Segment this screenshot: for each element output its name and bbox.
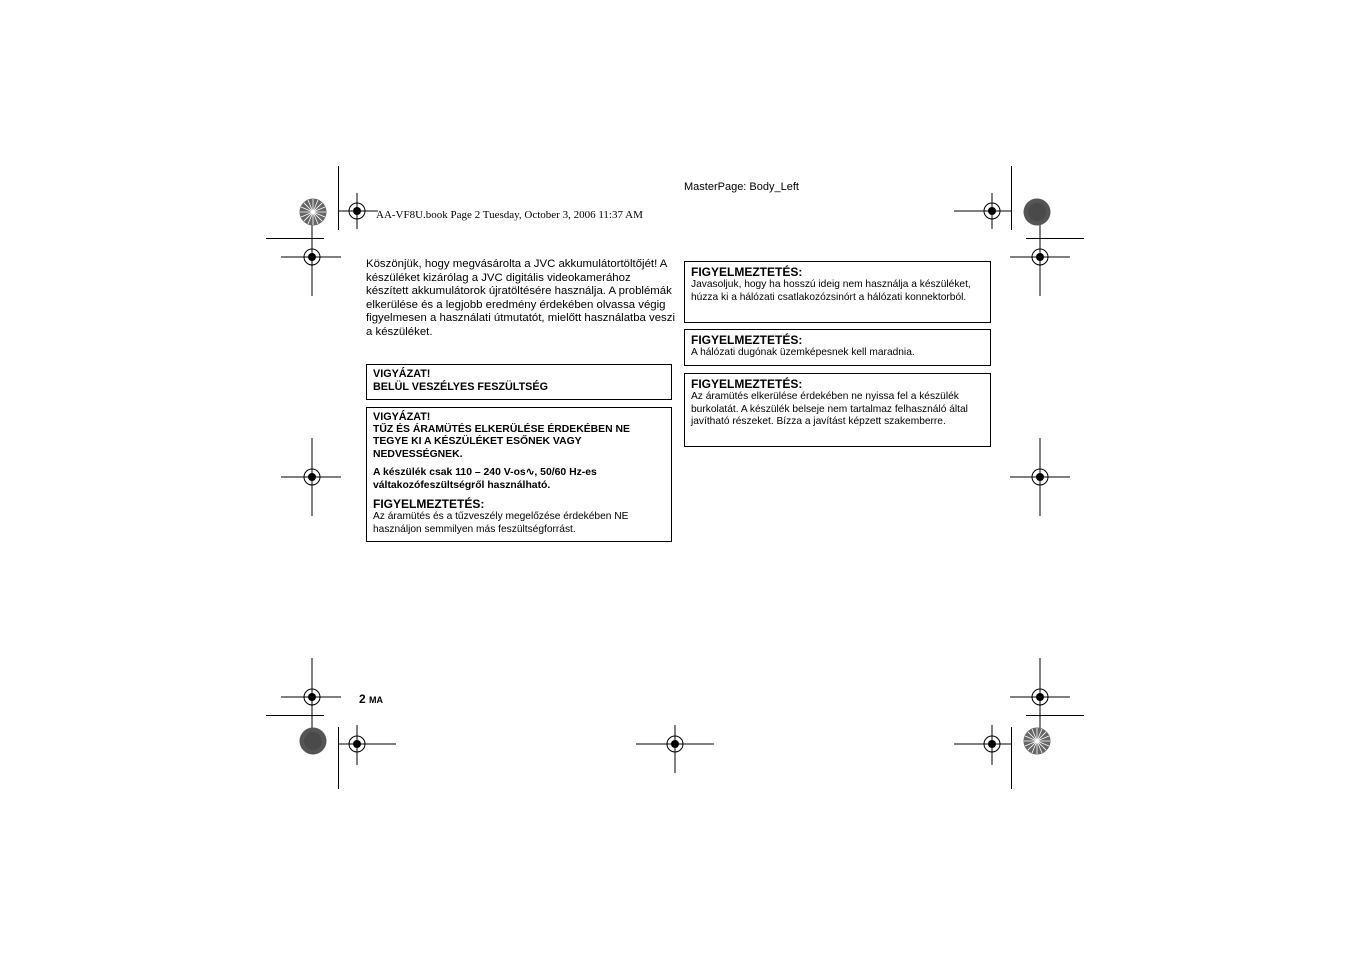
fire-warning-text: TŰZ ÉS ÁRAMÜTÉS ELKERÜLÉSE ÉRDEKÉBEN NE TEGYE KI A KÉSZÜLÉKET ESŐNEK VAGY NEDVESSÉGNEK.: [373, 423, 630, 461]
registration-mark-icon: [954, 725, 1012, 765]
gray-target-icon: [299, 727, 327, 755]
book-info-line: AA-VF8U.book Page 2 Tuesday, October 3, 2006 11:37 AM: [376, 209, 643, 221]
registration-mark-icon: [281, 658, 341, 736]
gray-target-icon: [1023, 198, 1051, 226]
caution-title: VIGYÁZAT!: [373, 411, 431, 423]
registration-mark-icon: [281, 218, 341, 296]
registration-mark-icon: [281, 438, 341, 516]
warning-box-plug: [684, 329, 991, 366]
intro-paragraph: Köszönjük, hogy megvásárolta a JVC akkumulátortöltőjét! A készüléket kizárólag a JVC digitális videokamerához készített akkumulátorok újratöltésére használja. A problémák elkerülése és a legjobb eredmény érdekében olvassa végig figyelmesen a használati útmutatót, mielőtt használatba veszi a készüléket.: [366, 258, 675, 338]
registration-mark-icon: [636, 725, 714, 773]
warning-title: FIGYELMEZTETÉS:: [691, 377, 803, 391]
warning-text: Javasoljuk, hogy ha hosszú ideig nem használja a készüléket, húzza ki a hálózati csatlakozózsinórt a hálózati konnektorból.: [691, 279, 971, 303]
caution-title: VIGYÁZAT!: [373, 368, 431, 380]
registration-mark-icon: [1010, 218, 1070, 296]
star-target-icon: [1023, 727, 1051, 755]
figyelmeztetes-text: Az áramütés és a tűzveszély megelőzése érdekében NE használjon semmilyen más feszültségforrást.: [373, 511, 629, 535]
registration-mark-icon: [1010, 658, 1070, 736]
master-page-label: MasterPage: Body_Left: [684, 181, 799, 193]
warning-title: FIGYELMEZTETÉS:: [691, 265, 803, 279]
page-number: [359, 692, 383, 706]
warning-title: FIGYELMEZTETÉS:: [691, 333, 803, 347]
registration-mark-icon: [338, 725, 396, 765]
warning-text: A hálózati dugónak üzemképesnek kell maradnia.: [691, 347, 915, 358]
caution-box-fire: [366, 407, 672, 542]
voltage-text: A készülék csak 110 – 240 V-os∿, 50/60 Hz-es váltakozófeszültségről használható.: [373, 466, 597, 491]
warning-box-cover: [684, 373, 991, 447]
page-number-suffix: MA: [369, 695, 384, 705]
warning-box-unplug: [684, 261, 991, 323]
figyelmeztetes-title: FIGYELMEZTETÉS:: [373, 497, 485, 512]
registration-mark-icon: [338, 193, 378, 229]
page-number-value: 2: [359, 692, 366, 706]
caution-box-voltage: [366, 364, 672, 400]
star-target-icon: [299, 198, 327, 226]
caution-subtitle: BELÜL VESZÉLYES FESZÜLTSÉG: [373, 380, 548, 393]
warning-text: Az áramütés elkerülése érdekében ne nyissa fel a készülék burkolatát. A készülék belseje nem tartalmaz felhasználó által javítható részeket. Bízza a javítást képzett szakemberre.: [691, 391, 968, 428]
registration-mark-icon: [1010, 438, 1070, 516]
